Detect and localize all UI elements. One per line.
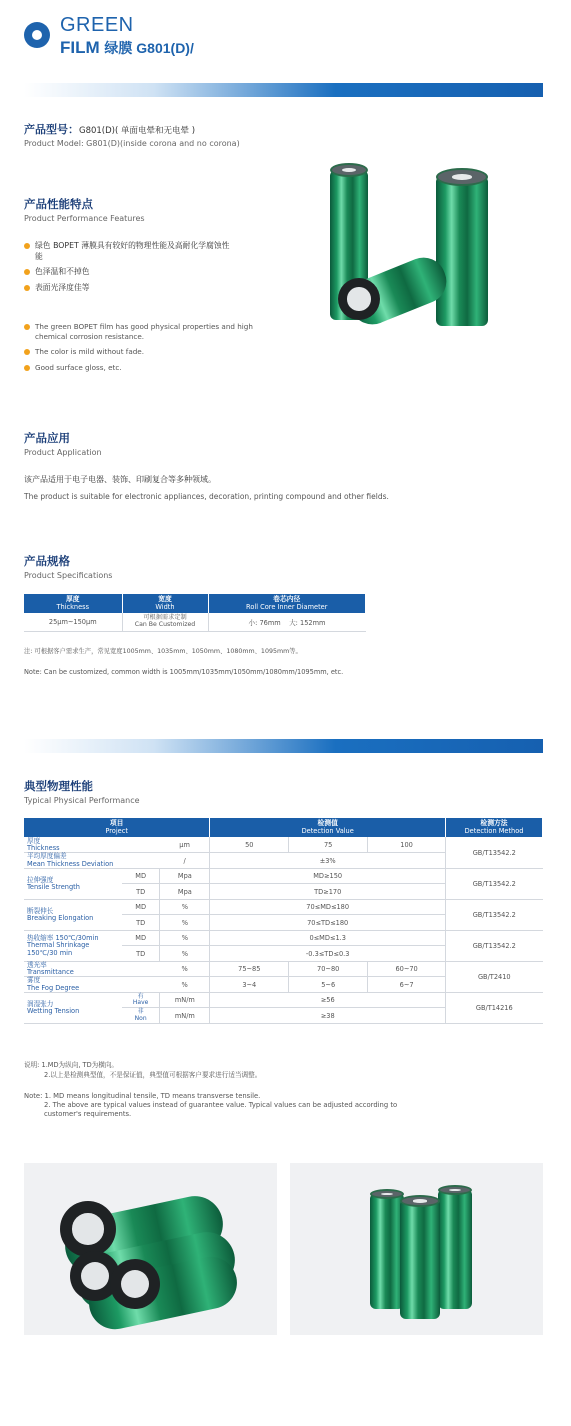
performance-title: 典型物理性能 [24, 779, 93, 793]
film-roll-standing-right [436, 176, 488, 326]
product-model-en: Product Model: G801(D)(inside corona and no corona) [24, 139, 240, 148]
features-title: 产品性能特点 [24, 197, 93, 211]
perf-header-value: 检测值 Detection Value [210, 818, 446, 837]
table-row: 透光率 Transmittance % 75~85 70~80 60~70 GB/T2410 [24, 961, 543, 977]
performance-table [24, 818, 543, 1024]
feature-item-en: The color is mild without fade. [24, 347, 284, 357]
roll-core-top [400, 1195, 440, 1207]
roll-end-cap [110, 1259, 160, 1309]
specs-table [24, 594, 366, 632]
feature-item: 色泽温和不掉色 [24, 267, 234, 278]
roll-core-top [438, 1185, 472, 1195]
spec-thickness-value: 25μm~150μm [24, 613, 122, 631]
table-row [24, 613, 366, 631]
features-heading [24, 196, 145, 223]
note-en-line2: 2. The above are typical values instead of guarantee value. Typical values can be adjusted according to customer's requirements. [44, 1100, 398, 1118]
feature-item: 绿色 BOPET 薄膜具有较好的物理性能及高耐化学腐蚀性能 [24, 241, 234, 262]
table-row: TD % 70≤TD≤180 [24, 915, 543, 931]
roll-end-cap [60, 1201, 116, 1257]
brand-model-text: 绿膜 G801(D)/ [104, 40, 194, 56]
note-en-line1: Note: 1. MD means longitudinal tensile, TD means transverse tensile. [24, 1092, 261, 1100]
application-subtitle: Product Application [24, 448, 102, 457]
product-photo-standing-rolls [290, 1163, 543, 1335]
roll-core-top [370, 1189, 404, 1199]
brand-logo-icon [24, 22, 50, 48]
performance-subtitle: Typical Physical Performance [24, 796, 140, 805]
table-row: 非 Non mN/m ≥38 [24, 1008, 543, 1024]
specs-heading [24, 553, 112, 580]
table-row: TD % -0.3≤TD≤0.3 [24, 946, 543, 962]
performance-note-cn [24, 1061, 261, 1081]
application-text-cn: 该产品适用于电子电器、装饰、印刷复合等多种领域。 [24, 475, 216, 484]
roll-end-cap [338, 278, 380, 320]
specs-header-width: 宽度 Width [122, 594, 208, 613]
features-list-cn [24, 241, 234, 293]
roll-core-top [330, 163, 368, 177]
product-photo-lying-rolls [24, 1163, 277, 1335]
table-row: 雾度 The Fog Degree % 3~4 5~6 6~7 [24, 977, 543, 993]
table-row: 热收缩率 150℃/30min Thermal Shrinkage 150℃/30 min MD % 0≤MD≤1.3 GB/T13542.2 [24, 930, 543, 946]
section-divider-bar [24, 739, 543, 753]
application-title: 产品应用 [24, 431, 70, 445]
product-model-label: 产品型号： [24, 123, 79, 136]
film-roll-standing [438, 1189, 472, 1309]
spec-width-value: 可根据需求定制 Can Be Customized [122, 613, 208, 631]
product-model-value: G801(D)( 单面电晕和无电晕 ) [79, 126, 196, 136]
application-text-en: The product is suitable for electronic appliances, decoration, printing compound and other fields. [24, 492, 389, 501]
table-row: 断裂伸长 Breaking Elongation MD % 70≤MD≤180 GB/T13542.2 [24, 899, 543, 915]
table-row: 厚度 Thickness μm 50 75 100 GB/T13542.2 [24, 837, 543, 853]
performance-heading [24, 778, 140, 805]
table-row: TD Mpa TD≥170 [24, 884, 543, 900]
specs-note-cn: 注: 可根据客户需求生产，常见宽度1005mm、1035mm、1050mm、1080mm、1095mm等。 [24, 648, 302, 655]
feature-item: 表面光泽度佳等 [24, 283, 234, 294]
features-subtitle: Product Performance Features [24, 214, 145, 223]
performance-note-en [24, 1092, 404, 1118]
note-cn-line2: 2.以上是检测典型值，不是保证值，典型值可根据客户要求进行适当调整。 [44, 1070, 262, 1079]
specs-note-en: Note: Can be customized, common width is 1005mm/1035mm/1050mm/1080mm/1095mm, etc. [24, 668, 344, 676]
brand-name-line1: GREEN [60, 14, 134, 36]
spec-core-value: 小: 76mm 大: 152mm [208, 613, 366, 631]
perf-header-project: 项目 Project [24, 818, 210, 837]
note-cn-line1: 说明: 1.MD为纵向, TD为横向。 [24, 1061, 119, 1069]
features-list-en [24, 322, 284, 373]
specs-subtitle: Product Specifications [24, 571, 113, 580]
hero-product-image [308, 160, 548, 335]
application-heading [24, 430, 102, 457]
specs-title: 产品规格 [24, 554, 70, 568]
brand-film-text: FILM [60, 38, 100, 57]
specs-header-core: 卷芯内径 Roll Core Inner Diameter [208, 594, 366, 613]
film-roll-standing [370, 1193, 404, 1309]
section-divider-bar [24, 83, 543, 97]
feature-item-en: The green BOPET film has good physical properties and high chemical corrosion resistance. [24, 322, 284, 341]
table-row: 润湿张力 Wetting Tension 有 Have mN/m ≥56 GB/T14216 [24, 992, 543, 1008]
product-model [24, 121, 240, 148]
perf-header-method: 检测方法 Detection Method [446, 818, 543, 837]
roll-core-top [436, 168, 488, 186]
film-roll-standing [400, 1199, 440, 1319]
table-row: 拉伸强度 Tensile Strength MD Mpa MD≥150 GB/T13542.2 [24, 868, 543, 884]
feature-item-en: Good surface gloss, etc. [24, 363, 284, 373]
table-row: 平均厚度偏差 Mean Thickness Deviation / ±3% [24, 853, 543, 869]
specs-header-thickness: 厚度 Thickness [24, 594, 122, 613]
brand-name-line2 [60, 38, 194, 58]
